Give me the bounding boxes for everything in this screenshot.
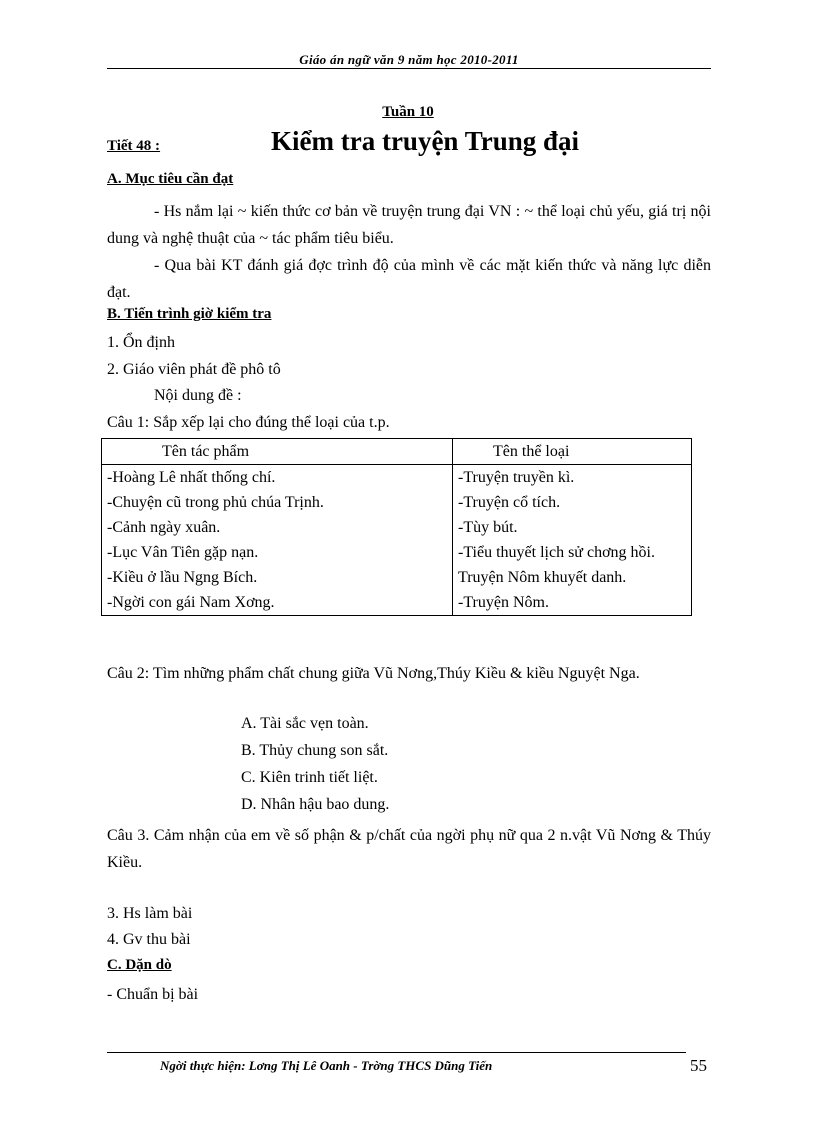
column-header-genre: Tên thể loại [453,439,692,465]
table-cell: -Hoàng Lê nhất thống chí. [102,465,453,491]
week-label: Tuần 10 [382,104,434,120]
table-cell: -Kiều ở lầu Ngng Bích. [102,565,453,590]
table-header-row [102,439,692,465]
table-row [102,590,692,616]
section-b-heading: B. Tiến trình giờ kiểm tra [107,306,272,322]
table-cell: -Lục Vân Tiên gặp nạn. [102,540,453,565]
footer-rule [107,1052,686,1053]
option-b: B. Thủy chung son sắt. [241,742,389,759]
table-cell: -Tiểu thuyết lịch sử chơng hồi. [453,540,692,565]
table-cell: -Ngời con gái Nam Xơng. [102,590,453,616]
page-title: Kiểm tra truyện Trung đại [271,126,579,156]
header-rule [107,68,711,69]
page-footer: Ngời thực hiện: Lơng Thị Lê Oanh - Trờng THCS Dũng Tiến [160,1058,493,1073]
table-row [102,540,692,565]
question-2: Câu 2: Tìm những phẩm chất chung giữa Vũ Nơng,Thúy Kiều & kiều Nguyệt Nga. [107,665,640,682]
option-c: C. Kiên trinh tiết liệt. [241,769,378,786]
step-3: 3. Hs làm bài [107,905,193,922]
table-cell: -Truyện Nôm. [453,590,692,616]
step-2: 2. Giáo viên phát đề phô tô [107,361,281,378]
question-3: Câu 3. Cảm nhận của em về số phận & p/chất của ngời phụ nữ qua 2 n.vật Vũ Nơng & Thúy Kiều. [107,827,711,871]
table-row [102,490,692,515]
table-cell: -Truyện truyền kì. [453,465,692,491]
step-4: 4. Gv thu bài [107,931,191,948]
table-row [102,515,692,540]
table-cell: -Cảnh ngày xuân. [102,515,453,540]
content-label: Nội dung đề : [154,387,242,404]
option-a: A. Tài sắc vẹn toàn. [241,715,369,732]
page-header: Giáo án ngữ văn 9 năm học 2010-2011 [299,52,519,67]
section-c-heading: C. Dặn dò [107,957,172,973]
question-1: Câu 1: Sắp xếp lại cho đúng thể loại của t.p. [107,414,390,431]
page-number: 55 [690,1056,707,1075]
option-d: D. Nhân hậu bao dung. [241,796,390,813]
objective-1: - Hs nắm lại ~ kiến thức cơ bản về truyện trung đại VN : ~ thể loại chủ yếu, giá trị nội dung và nghệ thuật của ~ tác phẩm tiêu biểu. [107,203,711,247]
prepare-item: - Chuẩn bị bài [107,986,199,1003]
table-cell: -Chuyện cũ trong phủ chúa Trịnh. [102,490,453,515]
table-cell: -Truyện cổ tích. [453,490,692,515]
step-1: 1. Ổn định [107,334,175,351]
works-table [101,438,692,616]
table-row [102,465,692,491]
column-header-work: Tên tác phẩm [102,439,453,465]
table-cell: -Tùy bút. [453,515,692,540]
section-a-heading: A. Mục tiêu cần đạt [107,171,234,187]
table-row [102,565,692,590]
objective-2: - Qua bài KT đánh giá đợc trình độ của mình về các mặt kiến thức và năng lực diễn đạt. [107,257,711,301]
lesson-label: Tiết 48 : [107,138,161,154]
table-cell: Truyện Nôm khuyết danh. [453,565,692,590]
